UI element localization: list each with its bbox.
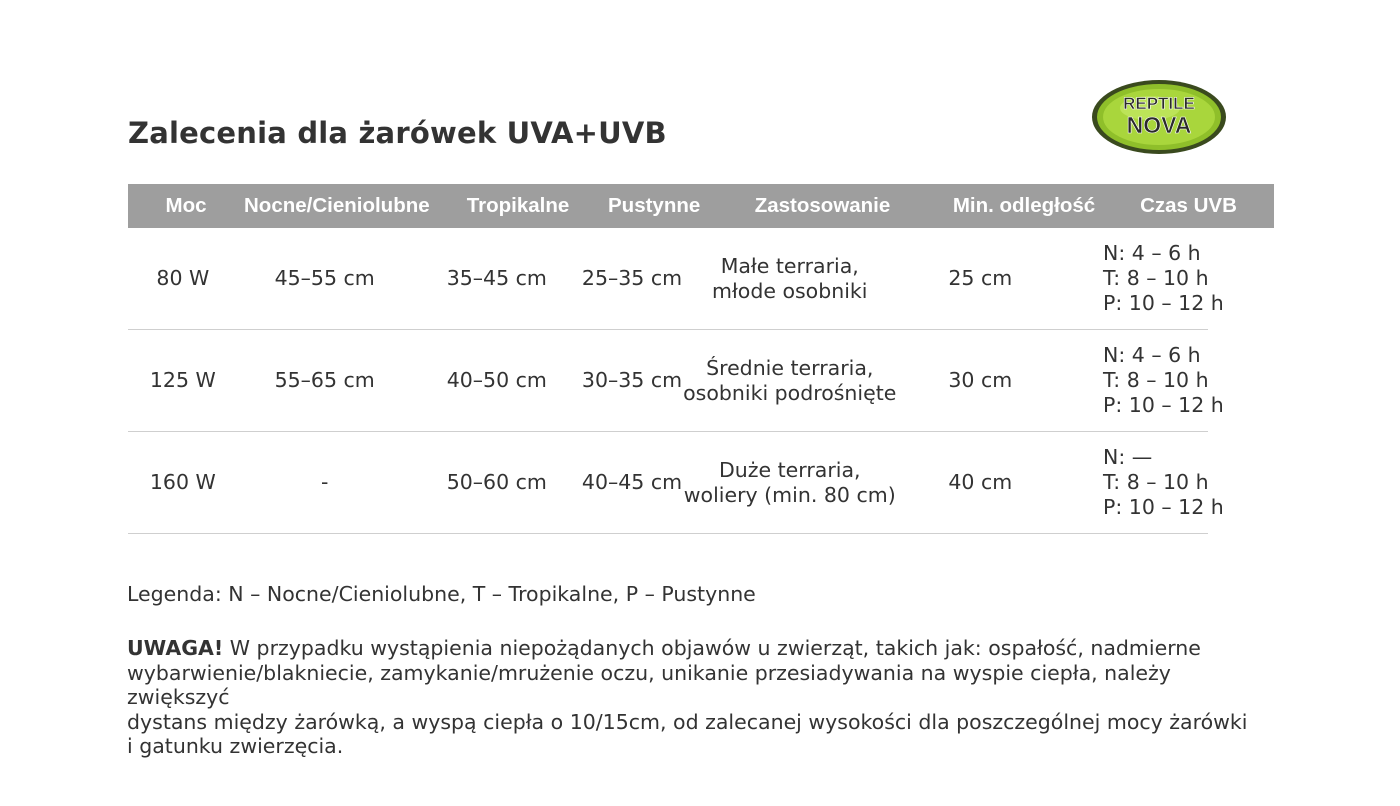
uvb-line-t: T: 8 – 10 h [1103, 470, 1209, 494]
warning-lead: UWAGA! [127, 636, 224, 660]
uvb-line-n: N: — [1103, 445, 1153, 469]
cell-min-distance: 40 cm [948, 470, 1013, 494]
cell-desert: 25–35 cm [581, 266, 683, 290]
warning-line: dystans między żarówką, a wyspą ciepła o 10/15cm, od zalecanej wysokości dla poszczególnej mocy żarówki [127, 709, 1248, 734]
cell-nocturnal: 45–55 cm [274, 266, 375, 290]
header-nocturnal: Nocne/Cieniolubne [244, 194, 430, 217]
uvb-line-p: P: 10 – 12 h [1103, 393, 1224, 417]
usage-line: osobniki podrośnięte [683, 380, 897, 405]
header-usage: Zastosowanie [754, 194, 891, 217]
cell-uvb-time [1055, 241, 1224, 316]
uvb-line-p: P: 10 – 12 h [1103, 291, 1224, 315]
cell-desert: 30–35 cm [581, 368, 683, 392]
table-header [128, 184, 1274, 228]
uvb-line-t: T: 8 – 10 h [1103, 266, 1209, 290]
cell-usage [674, 356, 906, 406]
header-desert: Pustynne [608, 194, 701, 217]
cell-uvb-time [1055, 343, 1224, 418]
header-tropical: Tropikalne [466, 194, 570, 217]
cell-tropical: 35–45 cm [446, 266, 547, 290]
uvb-line-p: P: 10 – 12 h [1103, 495, 1224, 519]
warning-line [127, 636, 1267, 661]
legend-text: Legenda: N – Nocne/Cieniolubne, T – Tropikalne, P – Pustynne [127, 582, 756, 606]
table-row [128, 432, 1224, 534]
usage-line: Duże terraria, [718, 457, 861, 482]
cell-tropical: 50–60 cm [446, 470, 547, 494]
warning-text: W przypadku wystąpienia niepożądanych objawów u zwierząt, takich jak: ospałość, nadmierne [223, 636, 1201, 660]
reptile-nova-logo-icon [1090, 78, 1228, 156]
page-title: Zalecenia dla żarówek UVA+UVB [128, 116, 667, 150]
cell-nocturnal: 55–65 cm [274, 368, 375, 392]
logo-text-top: REPTILE [1123, 94, 1195, 113]
table-row [128, 330, 1224, 432]
usage-line: młode osobniki [711, 278, 868, 303]
cell-min-distance: 25 cm [948, 266, 1013, 290]
cell-tropical: 40–50 cm [446, 368, 547, 392]
cell-usage [674, 254, 906, 304]
cell-power: 80 W [156, 266, 210, 290]
header-uvb-time: Czas UVB [1140, 194, 1237, 217]
uvb-line-t: T: 8 – 10 h [1103, 368, 1209, 392]
cell-desert: 40–45 cm [581, 470, 683, 494]
usage-line: woliery (min. 80 cm) [683, 482, 896, 507]
uvb-line-n: N: 4 – 6 h [1103, 241, 1201, 265]
usage-line: Małe terraria, [720, 253, 859, 278]
cell-power: 160 W [149, 470, 216, 494]
cell-min-distance: 30 cm [948, 368, 1013, 392]
header-min-distance: Min. odległość [952, 194, 1096, 217]
bulb-recommendation-table [128, 184, 1274, 534]
uvb-line-n: N: 4 – 6 h [1103, 343, 1201, 367]
warning-line: wybarwienie/blakniecie, zamykanie/mrużenie oczu, unikanie przesiadywania na wyspie ciepła, należy zwiększyć [127, 660, 1171, 709]
reptile-nova-logo [1090, 78, 1228, 156]
header-power: Moc [165, 194, 207, 217]
warning-line: i gatunku zwierzęcia. [127, 734, 344, 758]
cell-power: 125 W [149, 368, 216, 392]
cell-uvb-time [1055, 445, 1224, 520]
logo-text-bottom: NOVA [1126, 112, 1192, 138]
cell-usage [674, 458, 906, 508]
table-row [128, 228, 1224, 330]
warning-notice [127, 636, 1267, 759]
cell-nocturnal: - [320, 470, 329, 494]
usage-line: Średnie terraria, [706, 355, 874, 380]
